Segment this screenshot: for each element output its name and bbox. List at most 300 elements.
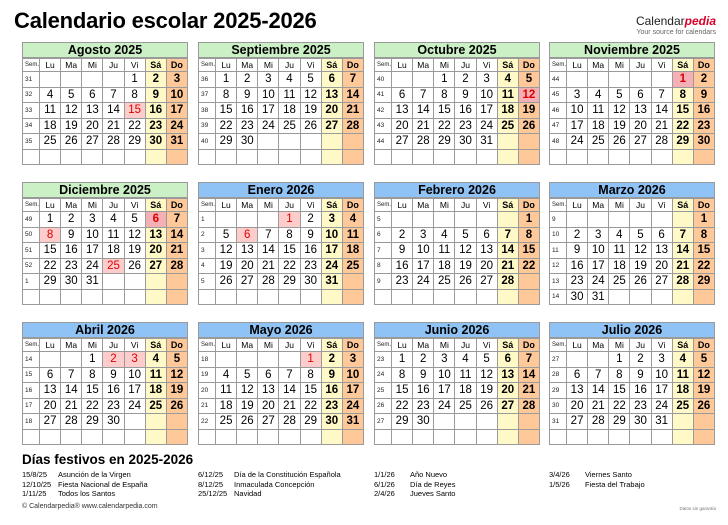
weekday-header: Vi [651, 339, 672, 352]
day-cell [342, 429, 363, 445]
day-cell [672, 289, 693, 305]
day-cell [651, 289, 672, 305]
week-number: 15 [23, 367, 40, 383]
day-cell: 30 [567, 289, 588, 305]
week-number: 8 [375, 258, 392, 274]
day-cell [651, 149, 672, 165]
week-number: 10 [550, 227, 567, 243]
weekday-header: Ma [588, 59, 609, 72]
day-cell: 15 [392, 383, 413, 399]
day-cell [216, 149, 237, 165]
week-row [550, 258, 715, 274]
day-cell [124, 414, 145, 430]
day-cell: 7 [342, 72, 363, 88]
day-cell: 12 [609, 103, 630, 119]
holiday-date: 15/8/25 [22, 470, 48, 479]
weekday-header: Sá [321, 199, 342, 212]
weekday-header: Do [166, 339, 187, 352]
week-row [199, 352, 364, 368]
day-cell: 13 [567, 383, 588, 399]
day-cell: 28 [103, 134, 124, 150]
day-cell: 12 [124, 227, 145, 243]
day-cell [693, 149, 714, 165]
day-cell: 31 [588, 289, 609, 305]
day-cell: 25 [455, 398, 476, 414]
day-cell: 23 [145, 118, 166, 134]
week-number: 27 [550, 352, 567, 368]
holiday-name: Todos los Santos [58, 489, 116, 498]
week-row [550, 414, 715, 430]
day-cell [434, 289, 455, 305]
day-cell: 31 [82, 274, 103, 290]
day-cell [300, 429, 321, 445]
day-cell: 16 [321, 383, 342, 399]
day-cell [279, 149, 300, 165]
day-cell: 27 [237, 274, 258, 290]
holiday-item [198, 470, 341, 480]
day-cell [651, 212, 672, 228]
day-cell: 5 [693, 352, 714, 368]
week-number: 2 [199, 227, 216, 243]
day-cell: 27 [145, 258, 166, 274]
week-row [550, 149, 715, 165]
day-cell: 13 [392, 103, 413, 119]
day-cell: 28 [279, 414, 300, 430]
week-number: 26 [375, 398, 392, 414]
day-cell: 16 [455, 103, 476, 119]
holiday-day-cell: 2 [103, 352, 124, 368]
day-cell [567, 429, 588, 445]
week-row [199, 367, 364, 383]
day-cell: 14 [103, 103, 124, 119]
holidays-column [374, 470, 455, 499]
day-cell [476, 429, 497, 445]
day-cell [82, 289, 103, 305]
day-cell: 21 [672, 258, 693, 274]
day-cell: 22 [518, 258, 539, 274]
holiday-name: Fiesta del Trabajo [585, 479, 645, 489]
week-row [199, 118, 364, 134]
month-calendar [549, 182, 715, 305]
day-cell: 13 [237, 243, 258, 259]
weekday-header: Lu [216, 199, 237, 212]
week-row [375, 383, 540, 399]
weekday-header: Ma [413, 339, 434, 352]
day-cell [40, 149, 61, 165]
weekday-header: Vi [124, 339, 145, 352]
day-cell: 23 [455, 118, 476, 134]
day-cell: 10 [258, 87, 279, 103]
day-cell: 21 [61, 398, 82, 414]
day-cell: 5 [166, 352, 187, 368]
month-table [549, 338, 715, 445]
day-cell: 3 [567, 87, 588, 103]
day-cell: 5 [216, 227, 237, 243]
day-cell [342, 134, 363, 150]
weekday-header: Lu [392, 59, 413, 72]
day-cell: 19 [124, 243, 145, 259]
day-cell: 8 [609, 367, 630, 383]
day-cell: 10 [82, 227, 103, 243]
day-cell: 16 [145, 103, 166, 119]
day-cell [258, 289, 279, 305]
day-cell: 4 [342, 212, 363, 228]
month-name: Marzo 2026 [549, 182, 715, 198]
day-cell: 25 [279, 118, 300, 134]
weekday-header: Do [518, 59, 539, 72]
day-cell [166, 274, 187, 290]
day-cell [455, 414, 476, 430]
week-row [375, 212, 540, 228]
day-cell: 26 [216, 274, 237, 290]
day-cell [279, 352, 300, 368]
month-table [374, 338, 540, 445]
day-cell: 19 [609, 118, 630, 134]
day-cell: 3 [166, 72, 187, 88]
weekday-header: Sá [497, 199, 518, 212]
day-cell: 21 [651, 118, 672, 134]
day-cell: 10 [321, 227, 342, 243]
day-cell: 1 [124, 72, 145, 88]
day-cell: 10 [567, 103, 588, 119]
day-cell: 28 [651, 134, 672, 150]
day-cell: 4 [497, 72, 518, 88]
weekday-header: Lu [40, 339, 61, 352]
day-cell: 23 [103, 398, 124, 414]
day-cell: 19 [216, 258, 237, 274]
week-number: 18 [23, 414, 40, 430]
holiday-date: 6/1/26 [374, 479, 395, 489]
week-row [375, 243, 540, 259]
week-number [375, 149, 392, 165]
day-cell: 23 [567, 274, 588, 290]
day-cell [321, 429, 342, 445]
day-cell: 8 [518, 227, 539, 243]
day-cell: 4 [279, 72, 300, 88]
day-cell [518, 149, 539, 165]
holidays-title: Días festivos en 2025-2026 [22, 452, 194, 467]
day-cell: 17 [321, 243, 342, 259]
day-cell: 30 [300, 274, 321, 290]
month-calendar [22, 182, 188, 305]
day-cell [567, 352, 588, 368]
day-cell: 9 [392, 243, 413, 259]
day-cell: 20 [258, 398, 279, 414]
day-cell: 24 [82, 258, 103, 274]
week-row [199, 398, 364, 414]
month-name: Julio 2026 [549, 322, 715, 338]
weekday-header: Ju [279, 59, 300, 72]
day-cell [672, 212, 693, 228]
day-cell [476, 149, 497, 165]
holiday-name: Fiesta Nacional de España [58, 479, 148, 489]
holiday-day-cell: 15 [124, 103, 145, 119]
day-cell [258, 134, 279, 150]
day-cell: 2 [567, 227, 588, 243]
week-row [375, 367, 540, 383]
weekday-header: Do [693, 339, 714, 352]
day-cell: 16 [392, 258, 413, 274]
day-cell: 22 [609, 398, 630, 414]
day-cell: 24 [413, 274, 434, 290]
day-cell: 29 [434, 134, 455, 150]
day-cell [693, 414, 714, 430]
day-cell: 14 [166, 227, 187, 243]
day-cell: 13 [651, 243, 672, 259]
day-cell [413, 212, 434, 228]
day-cell: 15 [434, 103, 455, 119]
week-number: 45 [550, 87, 567, 103]
day-cell: 11 [672, 367, 693, 383]
day-cell [609, 149, 630, 165]
week-row [199, 72, 364, 88]
day-cell: 5 [237, 367, 258, 383]
week-row [375, 258, 540, 274]
day-cell: 2 [413, 352, 434, 368]
weekday-header: Vi [300, 199, 321, 212]
day-cell: 1 [392, 352, 413, 368]
day-cell: 22 [434, 118, 455, 134]
day-cell: 28 [258, 274, 279, 290]
day-cell: 3 [321, 212, 342, 228]
day-cell: 11 [497, 87, 518, 103]
holidays-column [22, 470, 148, 499]
day-cell: 9 [693, 87, 714, 103]
day-cell: 31 [476, 134, 497, 150]
day-cell [497, 149, 518, 165]
day-cell: 3 [588, 227, 609, 243]
day-cell: 16 [103, 383, 124, 399]
brand-tagline: Your source for calendars [636, 29, 716, 36]
day-cell [588, 72, 609, 88]
day-cell: 17 [166, 103, 187, 119]
day-cell [609, 289, 630, 305]
week-row [23, 118, 188, 134]
weekday-header: Vi [124, 59, 145, 72]
holiday-item [374, 470, 455, 480]
weekday-header: Do [693, 199, 714, 212]
weekday-header: Vi [651, 199, 672, 212]
day-cell: 30 [145, 134, 166, 150]
week-number: 7 [375, 243, 392, 259]
week-number: 38 [199, 103, 216, 119]
week-number: 48 [550, 134, 567, 150]
week-row [550, 87, 715, 103]
weekday-header: Do [342, 59, 363, 72]
day-cell: 7 [103, 87, 124, 103]
weekday-header: Ju [630, 199, 651, 212]
day-cell [588, 352, 609, 368]
weekday-header: Lu [40, 59, 61, 72]
weekday-header: Vi [476, 199, 497, 212]
day-cell: 26 [630, 274, 651, 290]
day-cell: 19 [630, 258, 651, 274]
week-number: 42 [375, 103, 392, 119]
weekday-header: Mi [434, 339, 455, 352]
brand-name: Calendar [635, 14, 685, 28]
day-cell: 14 [497, 243, 518, 259]
day-cell: 11 [342, 227, 363, 243]
day-cell: 2 [145, 72, 166, 88]
day-cell: 26 [693, 398, 714, 414]
month-name: Octubre 2025 [374, 42, 540, 58]
holiday-item [22, 489, 148, 499]
day-cell: 1 [609, 352, 630, 368]
day-cell: 27 [497, 398, 518, 414]
day-cell: 22 [300, 398, 321, 414]
holiday-item [374, 489, 455, 499]
day-cell: 23 [693, 118, 714, 134]
day-cell [455, 289, 476, 305]
day-cell: 6 [321, 72, 342, 88]
day-cell: 13 [630, 103, 651, 119]
day-cell: 6 [567, 367, 588, 383]
weekday-header: Mi [82, 59, 103, 72]
holiday-date: 1/1/26 [374, 470, 395, 479]
month-table [22, 338, 188, 445]
holiday-day-cell: 1 [672, 72, 693, 88]
day-cell: 28 [497, 274, 518, 290]
day-cell: 30 [321, 414, 342, 430]
week-number [199, 149, 216, 165]
day-cell: 16 [693, 103, 714, 119]
day-cell: 10 [434, 367, 455, 383]
week-row [199, 212, 364, 228]
day-cell: 7 [672, 227, 693, 243]
day-cell: 15 [216, 103, 237, 119]
day-cell: 26 [124, 258, 145, 274]
holiday-item [198, 489, 341, 499]
day-cell: 4 [609, 227, 630, 243]
day-cell [237, 429, 258, 445]
day-cell [434, 149, 455, 165]
day-cell: 19 [237, 398, 258, 414]
week-row [375, 134, 540, 150]
day-cell: 20 [630, 118, 651, 134]
week-row [550, 118, 715, 134]
day-cell: 21 [166, 243, 187, 259]
week-row [375, 398, 540, 414]
holiday-date: 12/10/25 [22, 479, 52, 489]
day-cell: 5 [609, 87, 630, 103]
week-row [550, 352, 715, 368]
holiday-name: Asunción de la Virgen [58, 470, 131, 479]
day-cell [166, 414, 187, 430]
day-cell [518, 274, 539, 290]
day-cell [166, 149, 187, 165]
week-number [23, 289, 40, 305]
holiday-date: 1/5/26 [549, 479, 570, 489]
day-cell: 24 [567, 134, 588, 150]
day-cell [103, 274, 124, 290]
day-cell: 16 [630, 383, 651, 399]
holiday-item [549, 470, 645, 480]
week-row [199, 103, 364, 119]
week-number: 23 [375, 352, 392, 368]
week-row [23, 149, 188, 165]
weekday-header: Ma [61, 199, 82, 212]
day-cell: 7 [413, 87, 434, 103]
weekday-header: Mi [434, 199, 455, 212]
day-cell: 8 [300, 367, 321, 383]
day-cell: 24 [166, 118, 187, 134]
day-cell: 30 [237, 134, 258, 150]
weekday-header: Ju [103, 59, 124, 72]
day-cell: 31 [651, 414, 672, 430]
day-cell: 10 [476, 87, 497, 103]
weekday-header: Lu [567, 59, 588, 72]
day-cell: 20 [567, 398, 588, 414]
month-calendar [374, 182, 540, 305]
day-cell: 29 [40, 274, 61, 290]
day-cell [518, 134, 539, 150]
holiday-day-cell: 3 [124, 352, 145, 368]
day-cell: 15 [82, 383, 103, 399]
day-cell: 12 [166, 367, 187, 383]
holidays-column [549, 470, 645, 489]
day-cell [342, 289, 363, 305]
day-cell: 30 [693, 134, 714, 150]
week-number: 32 [23, 87, 40, 103]
weekday-header: Ma [237, 199, 258, 212]
day-cell: 24 [476, 118, 497, 134]
day-cell [300, 134, 321, 150]
month-name: Agosto 2025 [22, 42, 188, 58]
month-calendar [549, 42, 715, 165]
weekday-header: Sá [497, 59, 518, 72]
weekday-header: Sá [497, 339, 518, 352]
month-name: Junio 2026 [374, 322, 540, 338]
day-cell: 9 [567, 243, 588, 259]
day-cell: 26 [476, 398, 497, 414]
day-cell: 17 [651, 383, 672, 399]
week-row [375, 429, 540, 445]
day-cell: 11 [216, 383, 237, 399]
day-cell [434, 414, 455, 430]
week-header: Sem. [550, 199, 567, 212]
day-cell: 20 [651, 258, 672, 274]
day-cell [413, 429, 434, 445]
day-cell [392, 429, 413, 445]
day-cell [40, 72, 61, 88]
day-cell: 12 [216, 243, 237, 259]
day-cell [651, 72, 672, 88]
day-cell: 29 [609, 414, 630, 430]
day-cell: 14 [279, 383, 300, 399]
day-cell [61, 149, 82, 165]
day-cell: 25 [588, 134, 609, 150]
day-cell [342, 149, 363, 165]
day-cell: 5 [476, 352, 497, 368]
day-cell: 22 [672, 118, 693, 134]
day-cell: 23 [392, 274, 413, 290]
month-table [374, 58, 540, 165]
day-cell: 21 [588, 398, 609, 414]
day-cell: 19 [476, 383, 497, 399]
week-header: Sem. [199, 59, 216, 72]
weekday-header: Sá [672, 199, 693, 212]
day-cell: 22 [82, 398, 103, 414]
day-cell: 20 [497, 383, 518, 399]
holiday-day-cell: 1 [279, 212, 300, 228]
day-cell: 6 [258, 367, 279, 383]
day-cell: 28 [61, 414, 82, 430]
month-table [22, 198, 188, 305]
weekday-header: Mi [609, 59, 630, 72]
day-cell [434, 212, 455, 228]
brand-logo[interactable] [636, 14, 716, 36]
holiday-name: Año Nuevo [410, 470, 448, 479]
